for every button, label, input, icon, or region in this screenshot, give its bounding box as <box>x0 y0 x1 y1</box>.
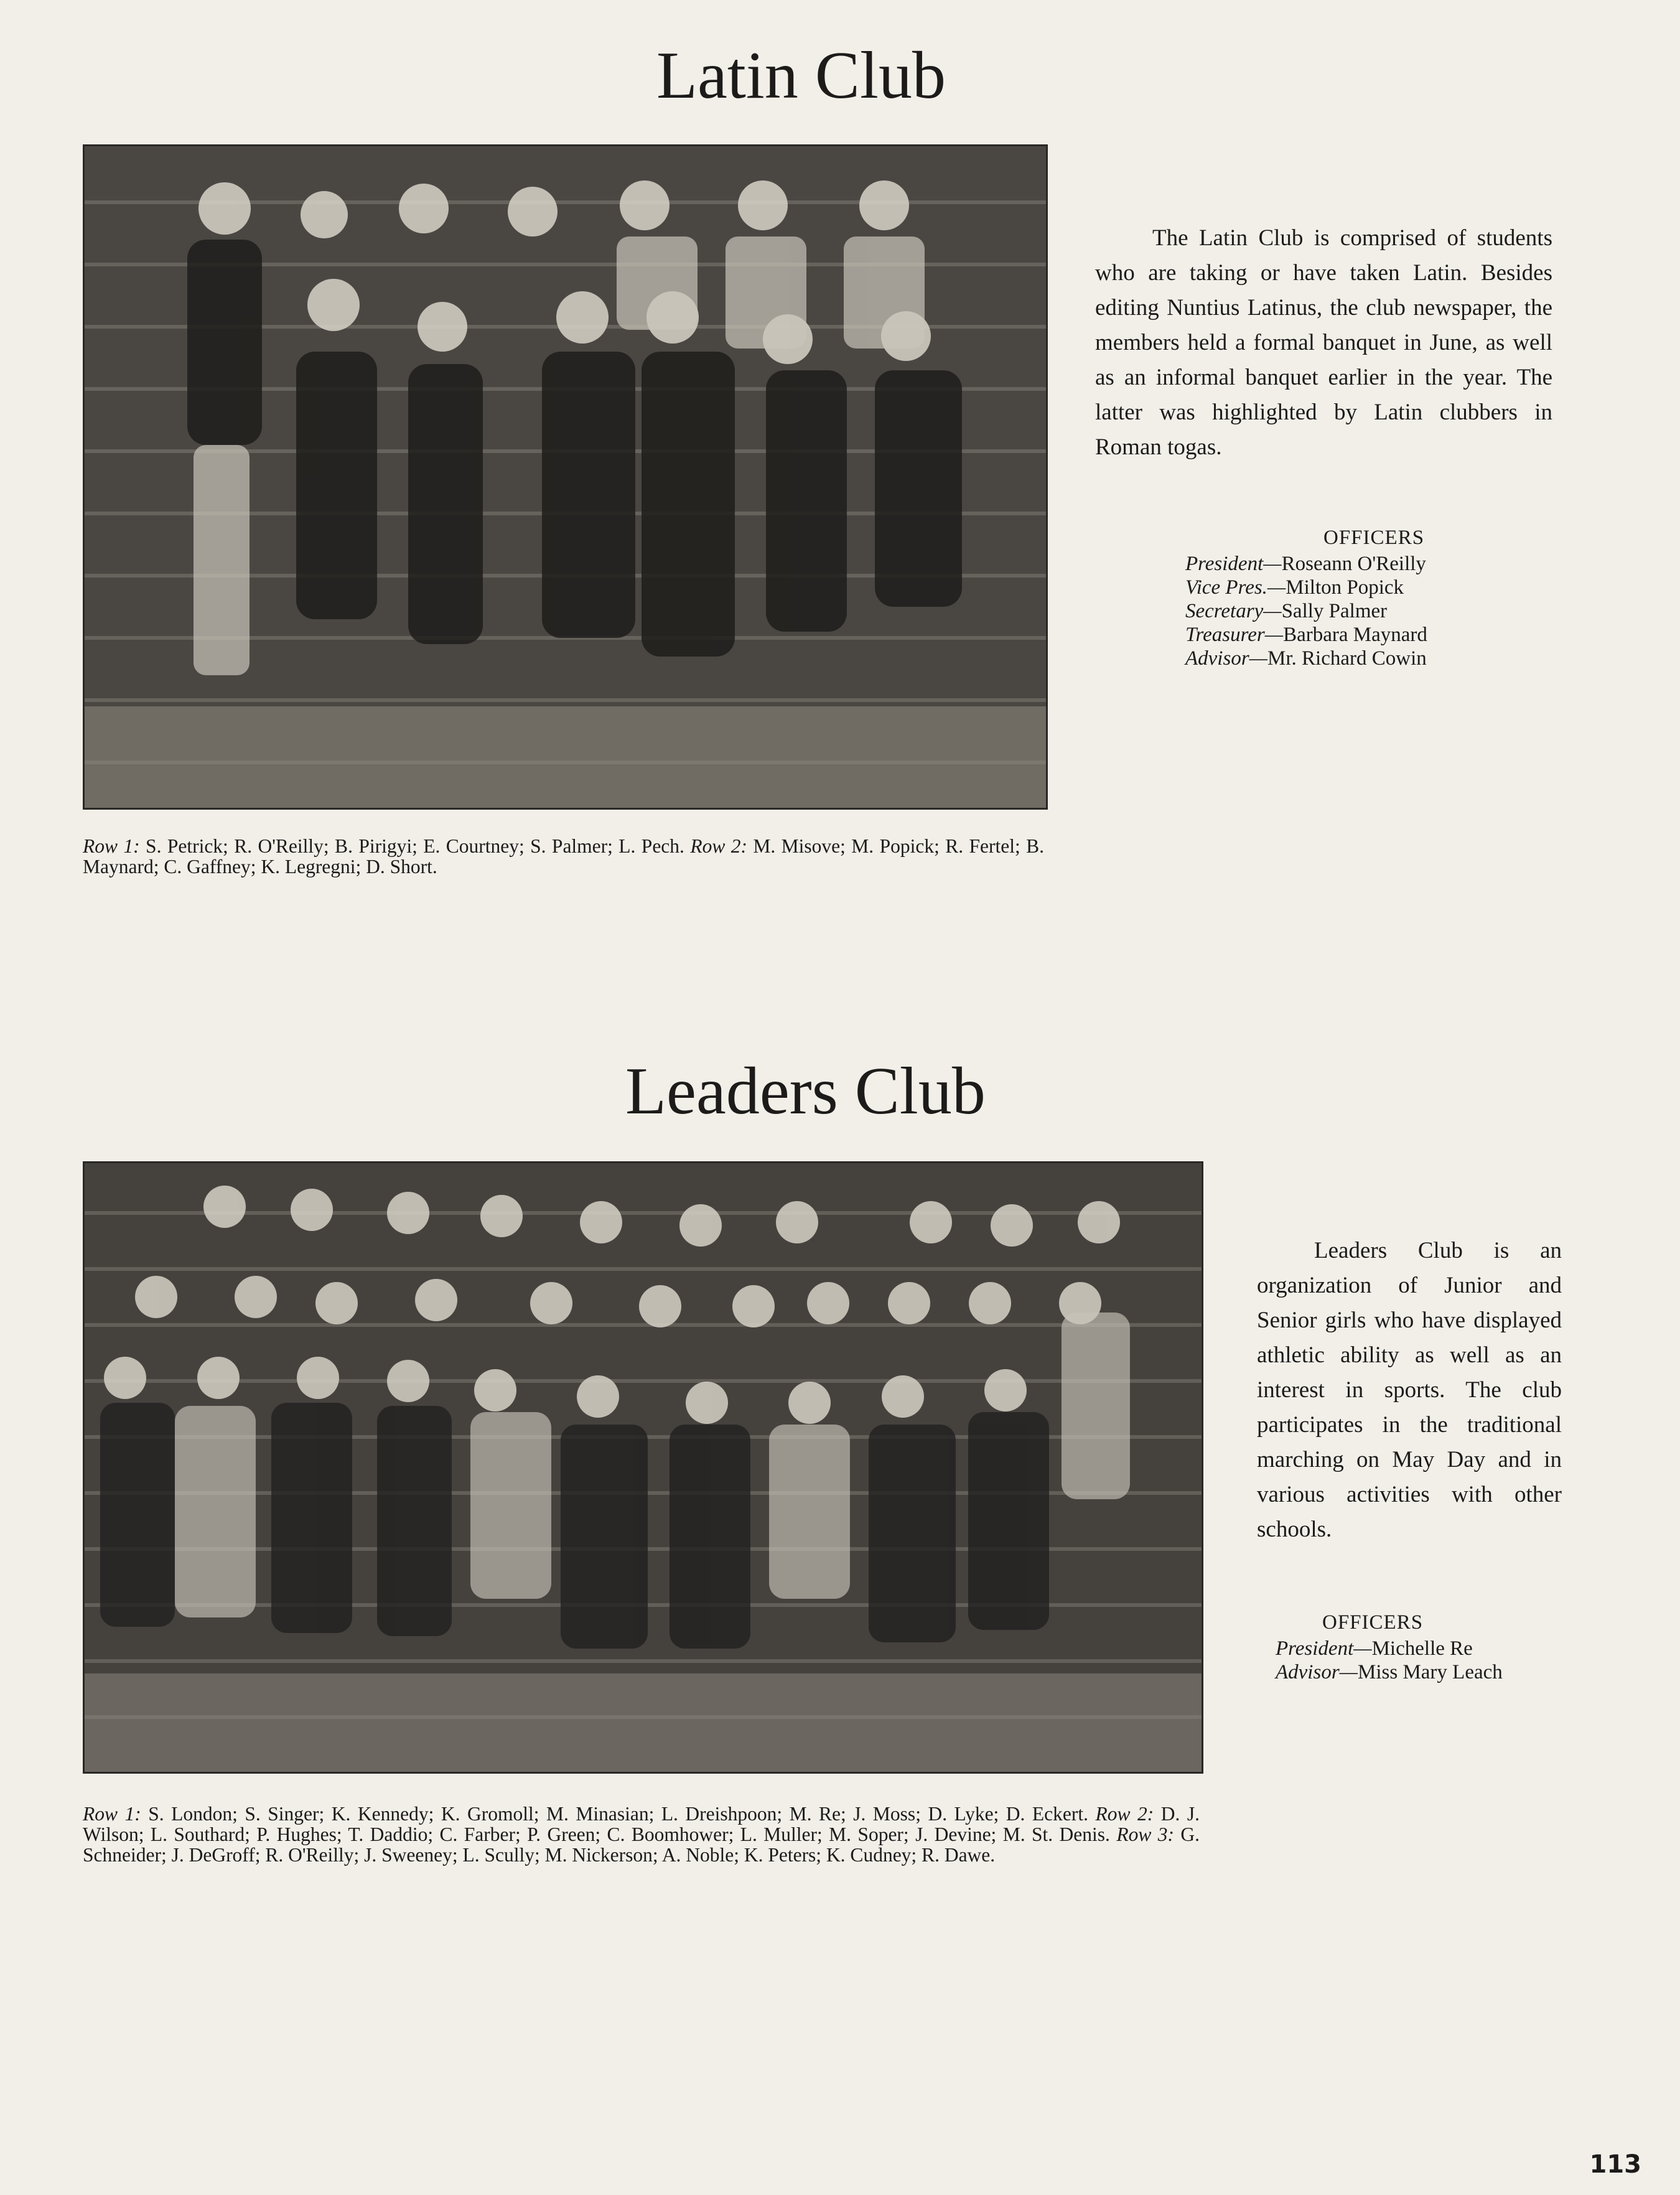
leaders-club-title: Leaders Club <box>625 1054 986 1128</box>
officer-role: Vice Pres.— <box>1185 576 1286 599</box>
officer-name: Milton Popick <box>1286 576 1404 599</box>
officer-line <box>1276 1660 1503 1684</box>
row-names: S. Petrick; R. O'Reilly; B. Pirigyi; E. Courtney; S. Palmer; L. Pech. <box>146 835 684 857</box>
row-label: Row 3: <box>1116 1823 1174 1845</box>
row-label: Row 1: <box>83 1803 141 1825</box>
officer-name: Michelle Re <box>1371 1637 1473 1660</box>
row-names: D. J. Wilson; L. Southard; P. Hughes; T. Daddio; C. Farber; P. Green; C. Boomhower; L. Muller; M. Soper; J. Devine; M. St. Denis. <box>83 1803 1200 1845</box>
row-label: Row 1: <box>83 835 140 857</box>
officer-line <box>1185 623 1427 647</box>
officer-role: President— <box>1185 553 1282 575</box>
leaders-club-description: Leaders Club is an organization of Junior and Senior girls who have displayed athletic ability as well as an interest in sports. The club participates in the traditional marching on May Day and in various activities with other schools. <box>1257 1238 1562 1542</box>
latin-club-description: The Latin Club is comprised of students who are taking or have taken Latin. Besides editing Nuntius Latinus, the club newspaper, the members held a formal banquet in June, as well as an informal banquet earlier in the year. The latter was highlighted by Latin clubbers in Roman togas. <box>1095 225 1552 460</box>
officers-heading: OFFICERS <box>1322 1611 1424 1634</box>
officer-role: Secretary— <box>1185 600 1282 622</box>
page-number: 113 <box>1589 2150 1641 2179</box>
officer-name: Mr. Richard Cowin <box>1267 647 1427 670</box>
officer-line <box>1185 599 1427 623</box>
officer-role: Advisor— <box>1185 647 1267 670</box>
leaders-club-officers <box>1276 1611 1503 1684</box>
officer-line <box>1185 576 1427 599</box>
officer-name: Barbara Maynard <box>1283 624 1427 646</box>
latin-club-officers <box>1185 526 1427 670</box>
officer-name: Roseann O'Reilly <box>1281 553 1426 575</box>
row-label: Row 2: <box>1095 1803 1154 1825</box>
officer-line <box>1276 1637 1503 1660</box>
leaders-club-group-photo <box>83 1161 1203 1774</box>
row-names: S. London; S. Singer; K. Kennedy; K. Gromoll; M. Minasian; L. Dreishpoon; M. Re; J. Moss; D. Lyke; D. Eckert. <box>148 1803 1088 1825</box>
officer-name: Sally Palmer <box>1281 600 1388 622</box>
officer-role: Advisor— <box>1276 1661 1358 1683</box>
latin-club-group-photo <box>83 144 1048 810</box>
officer-name: Miss Mary Leach <box>1358 1661 1503 1683</box>
officer-role: President— <box>1276 1637 1372 1660</box>
officer-role: Treasurer— <box>1185 624 1284 646</box>
officers-heading: OFFICERS <box>1323 527 1425 549</box>
latin-club-photo-caption <box>83 836 1044 877</box>
leaders-club-photo-caption <box>83 1804 1200 1865</box>
officer-line <box>1185 552 1427 576</box>
row-label: Row 2: <box>690 835 747 857</box>
latin-club-title: Latin Club <box>656 39 946 113</box>
officer-line <box>1185 647 1427 670</box>
row-names: G. Schneider; J. DeGroff; R. O'Reilly; J. Sweeney; L. Scully; M. Nickerson; A. Noble; K. Peters; K. Cudney; R. Dawe. <box>83 1823 1200 1866</box>
row-names: M. Misove; M. Popick; R. Fertel; B. Maynard; C. Gaffney; K. Legregni; D. Short. <box>83 835 1045 878</box>
